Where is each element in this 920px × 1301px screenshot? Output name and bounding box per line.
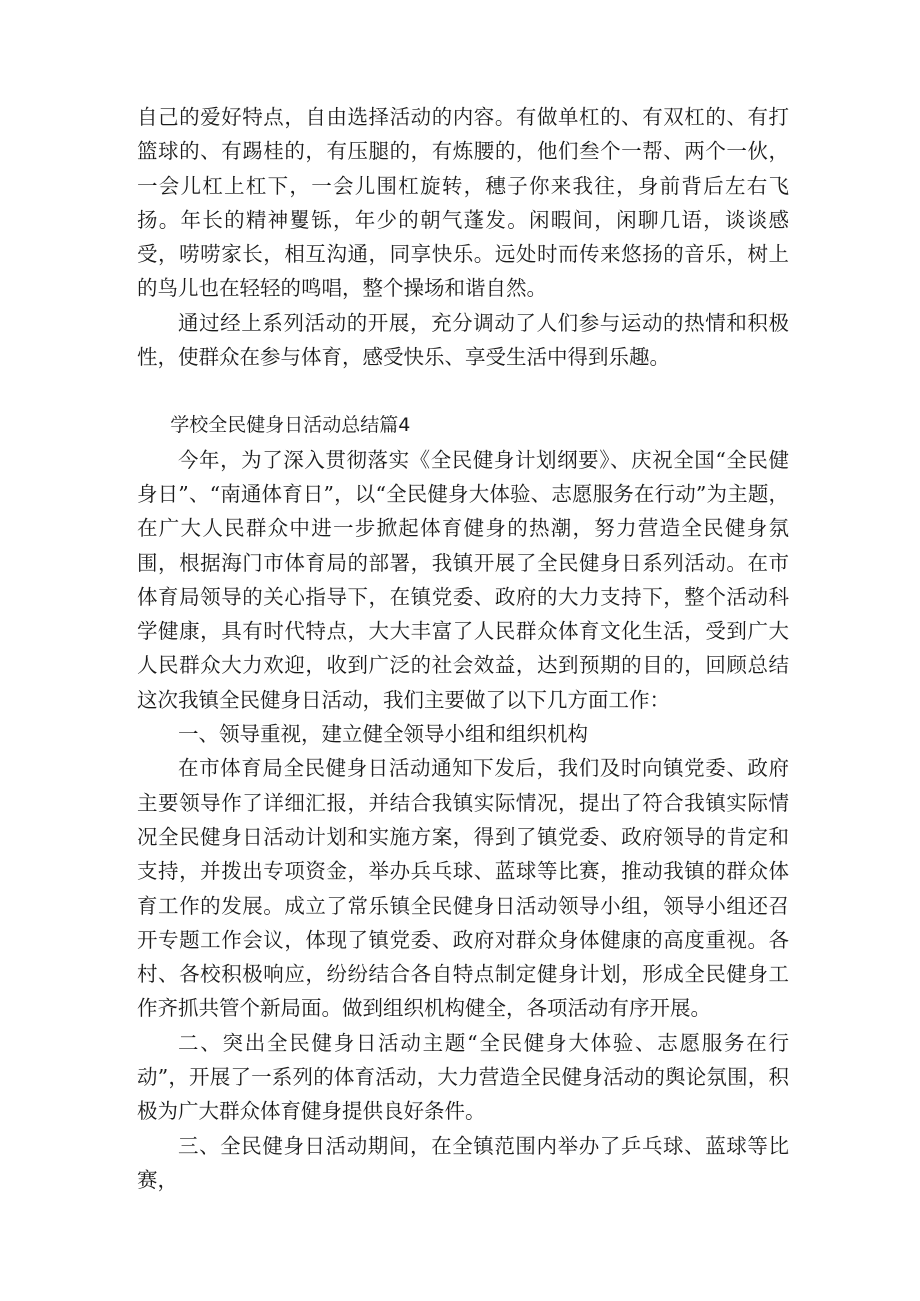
paragraph-intro: 今年，为了深入贯彻落实《全民健身计划纲要》、庆祝全国“全民健身日”、“南通体育日”，以“全民健身大体验、志愿服务在行动”为主题，在广大人民群众中进一步掀起体育健身的热潮，努力营造全民健身氛围，根据海门市体育局的部署，我镇开展了全民健身日系列活动。在市体育局领导的关心指导下，在镇党委、政府的大力支持下，整个活动科学健康，具有时代特点，大大丰富了人民群众体育文化生活，受到广大人民群众大力欢迎，收到广泛的社会效益，达到预期的目的，回顾总结这次我镇全民健身日活动，我们主要做了以下几方面工作： [137,447,789,712]
paragraph-point-three: 三、全民健身日活动期间，在全镇范围内举办了乒乓球、蓝球等比赛， [137,1133,789,1192]
paragraph-continuation: 自己的爱好特点，自由选择活动的内容。有做单杠的、有双杠的、有打篮球的、有踢桂的，有压腿的，有炼腰的，他们叁个一帮、两个一伙，一会儿杠上杠下，一会儿围杠旋转，穗子你来我往，身前背后左右飞扬。年长的精神矍铄，年少的朝气蓬发。闲暇间，闲聊几语，谈谈感受，唠唠家长，相互沟通，同享快乐。远处时而传来悠扬的音乐，树上的鸟儿也在轻轻的鸣唱，整个操场和谐自然。 [137,105,789,301]
paragraph-point-one-body: 在市体育局全民健身日活动通知下发后，我们及时向镇党委、政府主要领导作了详细汇报，并结合我镇实际情况，提出了符合我镇实际情况全民健身日活动计划和实施方案，得到了镇党委、政府领导的肯定和支持，并拨出专项资金，举办兵乓球、蓝球等比赛，推动我镇的群众体育工作的发展。成立了常乐镇全民健身日活动领导小组，领导小组还召开专题工作会议，体现了镇党委、政府对群众身体健康的高度重视。各村、各校积极响应，纷纷结合各自特点制定健身计划，形成全民健身工作齐抓共管个新局面。做到组织机构健全，各项活动有序开展。 [137,756,789,1021]
section-heading: 学校全民健身日活动总结篇4 [170,414,411,437]
paragraph-summary: 通过经上系列活动的开展，充分调动了人们参与运动的热情和积极性，使群众在参与体育，感受快乐、享受生活中得到乐趣。 [137,310,789,370]
document-body [137,100,789,1197]
paragraph-point-one-title: 一、领导重视，建立健全领导小组和组织机构 [178,722,588,747]
paragraph-point-two: 二、突出全民健身日活动主题“全民健身大体验、志愿服务在行动”，开展了一系列的体育活动，大力营造全民健身活动的舆论氛围，积极为广大群众体育健身提供良好条件。 [137,1030,789,1124]
